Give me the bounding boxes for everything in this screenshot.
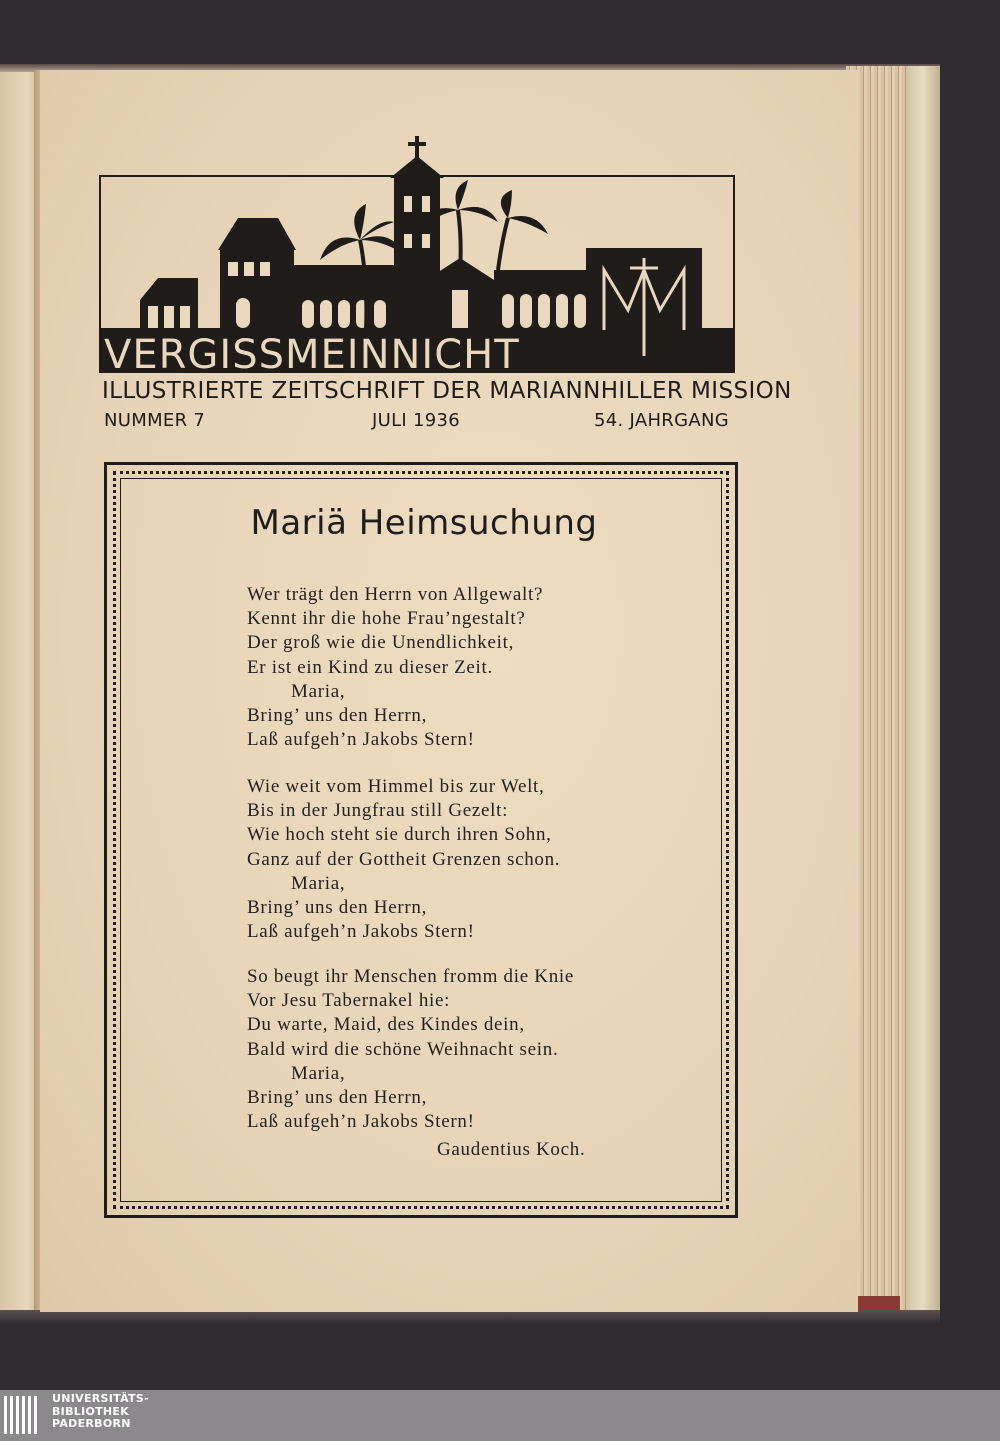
library-name-line-3: PADERBORN (52, 1417, 131, 1430)
poem-title: Mariä Heimsuchung (250, 503, 598, 543)
poem-line: Bald wird die schöne Weihnacht sein. (247, 1038, 559, 1060)
refrain-line: Maria, (291, 680, 346, 702)
masthead-title: VERGISSMEINNICHT (104, 332, 520, 378)
volume-year: 54. JAHRGANG (594, 410, 729, 431)
refrain-line: Maria, (291, 872, 346, 894)
refrain-line: Laß aufgeh’n Jakobs Stern! (247, 921, 475, 943)
masthead-subtitle: ILLUSTRIERTE ZEITSCHRIFT DER MARIANNHILLER MISSION (102, 378, 792, 404)
poem-author: Gaudentius Koch. (437, 1139, 586, 1160)
refrain-line: Laß aufgeh’n Jakobs Stern! (247, 1111, 475, 1133)
poem-line: Du warte, Maid, des Kindes dein, (247, 1014, 525, 1036)
poem-line: Der groß wie die Unendlichkeit, (247, 632, 515, 654)
library-name-line-2: BIBLIOTHEK (52, 1404, 130, 1418)
bottom-shadow (0, 1310, 940, 1324)
poem-line: Bis in der Jungfrau still Gezelt: (247, 800, 509, 822)
library-name[interactable] (52, 1393, 149, 1431)
library-bars-logo-icon (4, 1396, 44, 1434)
poem-line: Vor Jesu Tabernakel hie: (247, 990, 451, 1012)
poem-stanza-1 (247, 583, 687, 752)
refrain-line: Bring’ uns den Herrn, (247, 1087, 428, 1109)
poem-line: Wie weit vom Himmel bis zur Welt, (247, 776, 545, 797)
refrain-line: Bring’ uns den Herrn, (247, 897, 428, 919)
library-footer (0, 1390, 1000, 1441)
poem-stanza-3 (247, 965, 687, 1134)
mariannhill-monogram-shield-icon (586, 248, 702, 356)
poem-line: So beugt ihr Menschen fromm die Knie (247, 966, 575, 987)
poem-line: Er ist ein Kind zu dieser Zeit. (247, 656, 493, 678)
poem-stanza-2 (247, 775, 687, 944)
book-cover-edge (906, 66, 940, 1316)
poem-line: Wer trägt den Herrn von Allgewalt? (247, 584, 544, 605)
magazine-page (40, 70, 858, 1312)
refrain-line: Bring’ uns den Herrn, (247, 705, 428, 727)
poem-frame (104, 462, 738, 1218)
issue-date: JULI 1936 (372, 410, 461, 431)
refrain-line: Maria, (291, 1062, 346, 1084)
poem-line: Wie hoch steht sie durch ihren Sohn, (247, 824, 552, 846)
poem-line: Ganz auf der Gottheit Grenzen schon. (247, 848, 561, 870)
library-name-line-1: UNIVERSITÄTS- (52, 1392, 149, 1405)
issue-number: NUMMER 7 (104, 410, 206, 431)
refrain-line: Laß aufgeh’n Jakobs Stern! (247, 729, 475, 751)
poem-line: Kennt ihr die hohe Frau’ngestalt? (247, 608, 526, 630)
